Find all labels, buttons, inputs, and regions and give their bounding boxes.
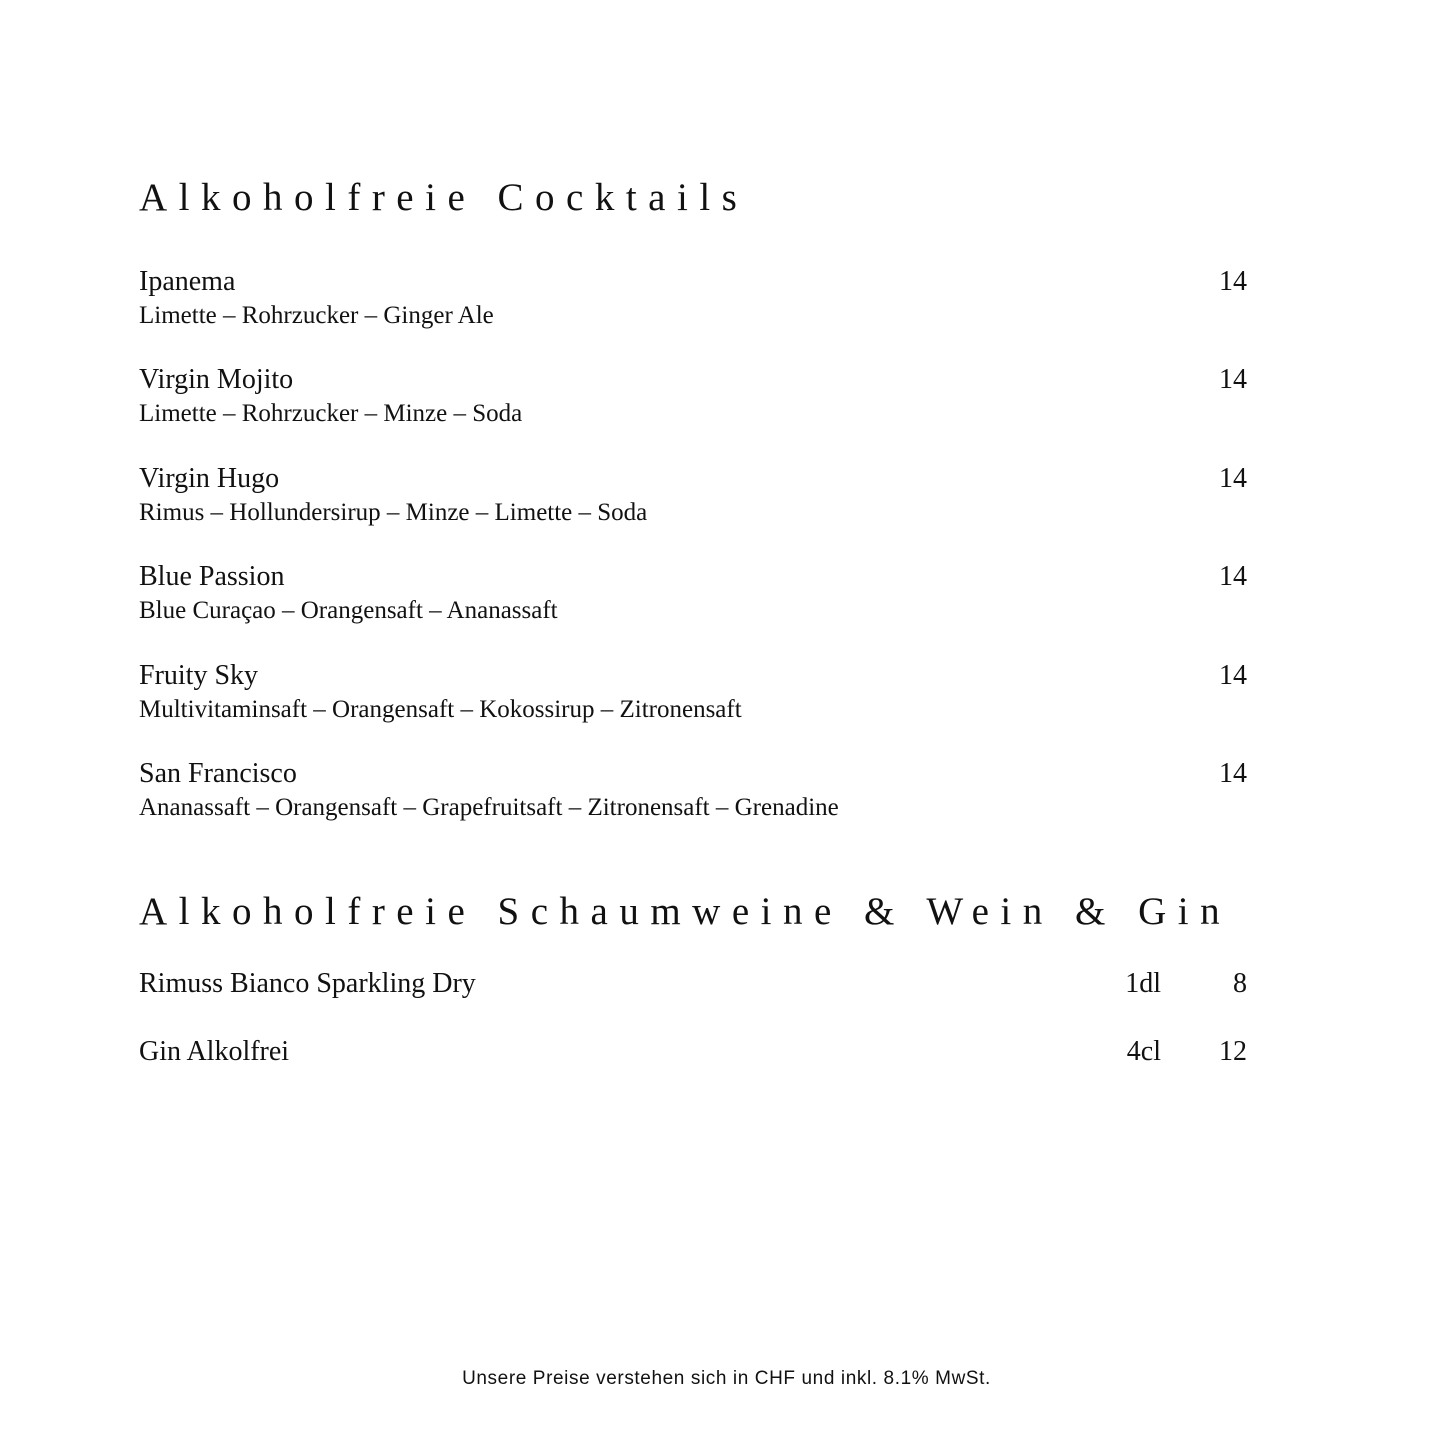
menu-item-rimuss-bianco [139,970,1247,998]
section-title-sparkling-wine-gin: Alkoholfreie Schaumweine & Wein & Gin [139,890,1232,933]
item-price: 8 [1233,968,1247,999]
price-footnote: Unsere Preise verstehen sich in CHF und inkl. 8.1% MwSt. [462,1368,991,1389]
item-name: Virgin Hugo [139,463,280,494]
menu-item-blue-passion [139,563,1247,623]
menu-item-virgin-mojito [139,366,1247,426]
item-name: Rimuss Bianco Sparkling Dry [139,968,476,999]
item-volume: 4cl [1126,1036,1161,1067]
item-description: Limette – Rohrzucker – Minze – Soda [139,400,523,427]
item-name: Fruity Sky [139,660,259,691]
item-name: Ipanema [139,266,236,297]
menu-item-san-francisco [139,760,1247,820]
item-description: Blue Curaçao – Orangensaft – Ananassaft [139,597,558,624]
menu-item-fruity-sky [139,662,1247,722]
item-price: 14 [1219,266,1247,297]
item-name: San Francisco [139,758,297,789]
menu-item-ipanema [139,268,1247,328]
item-description: Limette – Rohrzucker – Ginger Ale [139,302,494,329]
item-volume: 1dl [1125,968,1161,999]
menu-item-virgin-hugo [139,465,1247,525]
item-description: Ananassaft – Orangensaft – Grapefruitsaft – Zitronensaft – Grenadine [139,794,839,821]
item-description: Multivitaminsaft – Orangensaft – Kokossirup – Zitronensaft [139,696,742,723]
item-price: 14 [1219,463,1247,494]
item-price: 12 [1219,1036,1247,1067]
item-price: 14 [1219,561,1247,592]
item-name: Gin Alkolfrei [139,1036,290,1067]
item-name: Blue Passion [139,561,285,592]
item-price: 14 [1219,758,1247,789]
item-price: 14 [1219,660,1247,691]
item-description: Rimus – Hollundersirup – Minze – Limette – Soda [139,499,648,526]
section-title-cocktails: Alkoholfreie Cocktails [139,176,749,219]
item-name: Virgin Mojito [139,364,294,395]
item-price: 14 [1219,364,1247,395]
menu-item-gin-alkolfrei [139,1038,1247,1066]
